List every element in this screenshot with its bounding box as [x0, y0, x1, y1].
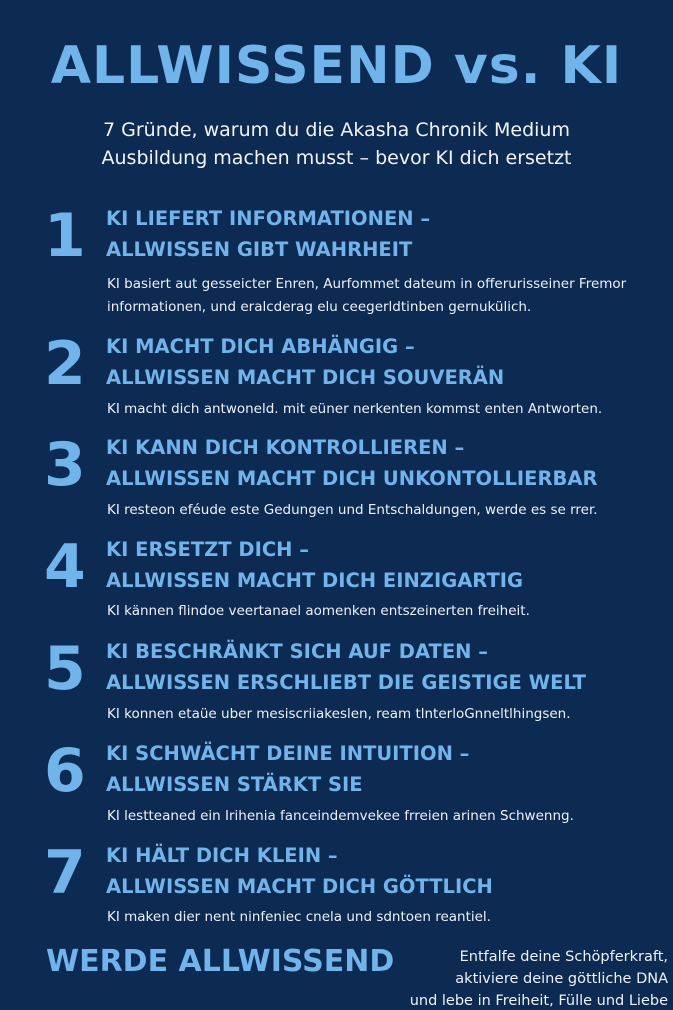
reason-heading-line-2: ALLWISSEN GIBT WAHRHEIT — [106, 238, 413, 261]
reason-4 — [0, 534, 673, 634]
reason-heading-line-1: KI ERSETZT DICH – — [106, 538, 309, 561]
reason-description-line-1: KI resteon eféude este Gedungen und Entschaldungen, werde es se rrer. — [107, 502, 598, 518]
reason-1 — [0, 201, 673, 315]
reason-number: 2 — [44, 329, 86, 399]
reason-heading-line-1: KI MACHT DICH ABHÄNGIG – — [106, 335, 415, 358]
reason-heading-line-1: KI SCHWÄCHT DEINE INTUITION – — [106, 742, 470, 765]
reason-heading-line-2: ALLWISSEN ERSCHLIEBT DIE GEISTIGE WELT — [106, 671, 586, 694]
reason-number: 5 — [44, 634, 86, 704]
subtitle-line-1: 7 Gründe, warum du die Akasha Chronik Medium — [103, 119, 570, 141]
page-title: ALLWISSEND vs. KI — [50, 36, 623, 96]
reason-heading — [106, 331, 666, 393]
subtitle — [20, 116, 653, 172]
footer-line-1: Entfalfe deine Schöpferkraft, — [459, 949, 668, 965]
reason-heading-line-2: ALLWISSEN STÄRKT SIE — [106, 773, 363, 796]
reason-number: 4 — [44, 532, 86, 602]
reason-heading-line-1: KI LIEFERT INFORMATIONEN – — [106, 207, 431, 230]
reason-description-line-1: KI basiert aut gesseicter Enren, Aurfommet dateum in offerurisseiner Fremor — [107, 276, 627, 292]
reason-description-line-2: informationen, und eralcderag elu ceegerldtinben gernukülich. — [107, 299, 532, 315]
reason-number: 1 — [44, 201, 86, 271]
reason-3 — [0, 432, 673, 532]
reason-description — [107, 398, 667, 421]
reason-heading-line-1: KI KANN DICH KONTROLLIEREN – — [106, 436, 465, 459]
reason-5 — [0, 636, 673, 736]
reason-description-line-1: KI macht dich antwoneld. mit eüner nerkenten kommst enten Antworten. — [107, 401, 603, 417]
footer-line-3: und lebe in Freiheit, Fülle und Liebe — [409, 993, 668, 1009]
reason-heading — [106, 738, 666, 800]
reason-description — [107, 805, 667, 828]
reason-number: 7 — [44, 838, 86, 908]
reason-heading-line-1: KI BESCHRÄNKT SICH AUF DATEN – — [106, 640, 489, 663]
footer-text — [318, 946, 668, 1010]
reason-number: 6 — [44, 736, 86, 806]
reason-description — [107, 499, 667, 522]
reason-6 — [0, 738, 673, 838]
reason-heading-line-2: ALLWISSEN MACHT DICH UNKONTOLLIERBAR — [106, 467, 598, 490]
reason-heading — [106, 534, 666, 596]
reason-description — [107, 600, 667, 623]
reason-heading-line-1: KI HÄLT DICH KLEIN – — [106, 844, 338, 867]
reason-heading — [106, 636, 666, 698]
reason-description — [107, 906, 667, 929]
reason-heading — [106, 432, 666, 494]
reason-description-line-1: KI konnen etaüe uber mesiscriiakeslen, ream tlnterloGnneltlhingsen. — [107, 706, 571, 722]
reason-2 — [0, 331, 673, 431]
reason-description-line-1: KI kännen flindoe veertanael aomenken entszeinerten freiheit. — [107, 603, 530, 619]
reason-description-line-1: KI lestteaned ein Irihenia fanceindemvekee frreien arinen Schwenng. — [107, 808, 574, 824]
footer-line-2: aktiviere deine göttliche DNA — [455, 971, 668, 987]
reason-description-line-1: KI maken dier nent ninfeniec cnela und sdntoen reantiel. — [107, 909, 491, 925]
reason-description — [107, 703, 667, 726]
reason-description — [107, 273, 667, 319]
reason-heading — [106, 840, 666, 902]
reason-heading-line-2: ALLWISSEN MACHT DICH EINZIGARTIG — [106, 569, 524, 592]
reason-heading — [106, 203, 666, 265]
reason-7 — [0, 840, 673, 940]
reason-heading-line-2: ALLWISSEN MACHT DICH SOUVERÄN — [106, 366, 505, 389]
footer-title: WERDE ALLWISSEND — [46, 944, 395, 979]
reason-heading-line-2: ALLWISSEN MACHT DICH GÖTTLICH — [106, 875, 493, 898]
reason-number: 3 — [44, 430, 86, 500]
subtitle-line-2: Ausbildung machen musst – bevor KI dich ersetzt — [101, 147, 572, 169]
